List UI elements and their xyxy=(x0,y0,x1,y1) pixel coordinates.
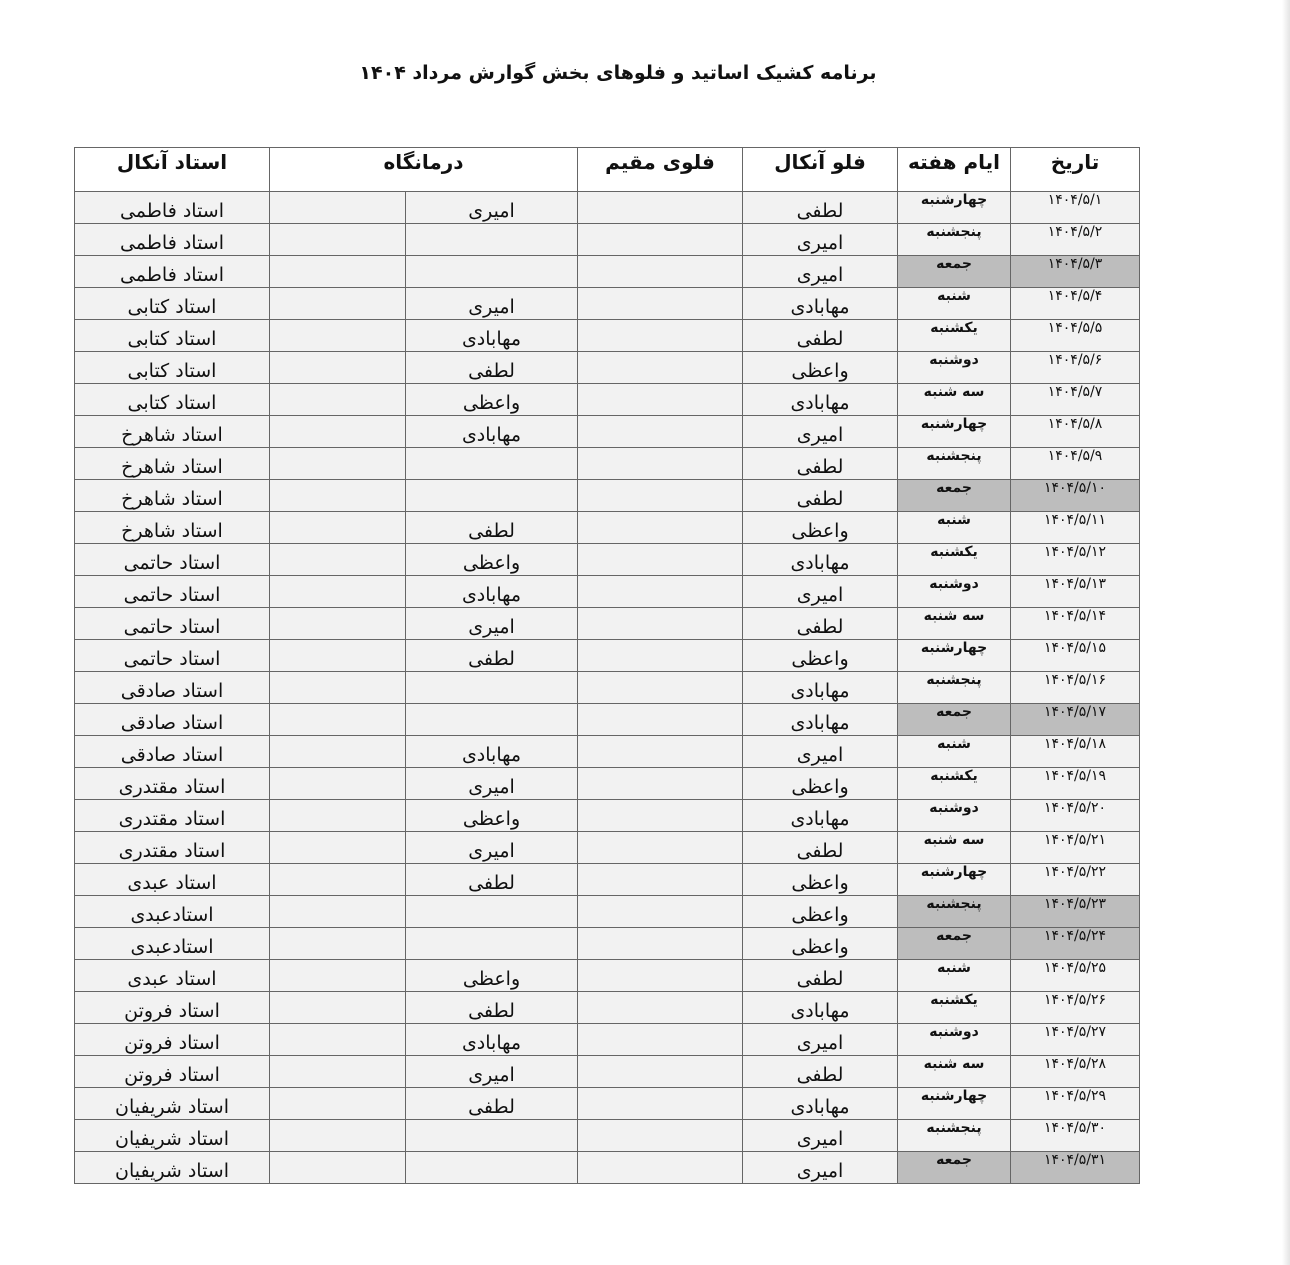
cell-oncall-fellow: امیری xyxy=(743,1024,898,1056)
cell-weekday: چهارشنبه xyxy=(898,192,1011,224)
cell-resident-fellow xyxy=(578,1024,743,1056)
cell-resident-fellow xyxy=(578,288,743,320)
cell-resident-fellow xyxy=(578,672,743,704)
table-row xyxy=(75,1152,1140,1184)
cell-clinic-extra xyxy=(270,1056,406,1088)
cell-date: ۱۴۰۴/۵/۱۵ xyxy=(1011,640,1140,672)
cell-resident-fellow xyxy=(578,416,743,448)
table-row xyxy=(75,1120,1140,1152)
cell-weekday: شنبه xyxy=(898,736,1011,768)
cell-date: ۱۴۰۴/۵/۴ xyxy=(1011,288,1140,320)
cell-clinic xyxy=(406,448,578,480)
cell-resident-fellow xyxy=(578,704,743,736)
cell-clinic-extra xyxy=(270,928,406,960)
cell-weekday: پنجشنبه xyxy=(898,448,1011,480)
cell-clinic: لطفی xyxy=(406,1088,578,1120)
cell-date: ۱۴۰۴/۵/۶ xyxy=(1011,352,1140,384)
cell-clinic-extra xyxy=(270,320,406,352)
cell-oncall-attending: استاد شاهرخ xyxy=(75,480,270,512)
table-row xyxy=(75,800,1140,832)
header-oncall-fellow: فلو آنکال xyxy=(743,148,898,192)
cell-weekday: یکشنبه xyxy=(898,768,1011,800)
cell-oncall-fellow: مهابادی xyxy=(743,704,898,736)
cell-clinic xyxy=(406,1152,578,1184)
cell-date: ۱۴۰۴/۵/۱۰ xyxy=(1011,480,1140,512)
table-row xyxy=(75,192,1140,224)
cell-oncall-fellow: امیری xyxy=(743,416,898,448)
cell-clinic-extra xyxy=(270,448,406,480)
cell-resident-fellow xyxy=(578,192,743,224)
cell-oncall-fellow: واعظی xyxy=(743,768,898,800)
cell-resident-fellow xyxy=(578,1152,743,1184)
cell-clinic: لطفی xyxy=(406,992,578,1024)
cell-oncall-fellow: مهابادی xyxy=(743,1088,898,1120)
cell-oncall-fellow: مهابادی xyxy=(743,800,898,832)
cell-clinic-extra xyxy=(270,800,406,832)
cell-clinic: مهابادی xyxy=(406,320,578,352)
cell-date: ۱۴۰۴/۵/۵ xyxy=(1011,320,1140,352)
cell-clinic-extra xyxy=(270,544,406,576)
cell-clinic-extra xyxy=(270,256,406,288)
cell-clinic-extra xyxy=(270,384,406,416)
table-row xyxy=(75,640,1140,672)
cell-oncall-attending: استاد حاتمی xyxy=(75,640,270,672)
cell-date: ۱۴۰۴/۵/۲ xyxy=(1011,224,1140,256)
cell-clinic-extra xyxy=(270,896,406,928)
cell-clinic: مهابادی xyxy=(406,576,578,608)
table-row xyxy=(75,832,1140,864)
cell-date: ۱۴۰۴/۵/۳۰ xyxy=(1011,1120,1140,1152)
table-row xyxy=(75,992,1140,1024)
cell-weekday: یکشنبه xyxy=(898,992,1011,1024)
cell-oncall-attending: استاد عبدی xyxy=(75,960,270,992)
cell-oncall-attending: استاد فاطمی xyxy=(75,192,270,224)
cell-clinic: مهابادی xyxy=(406,1024,578,1056)
cell-oncall-fellow: امیری xyxy=(743,1152,898,1184)
cell-date: ۱۴۰۴/۵/۱۴ xyxy=(1011,608,1140,640)
cell-clinic-extra xyxy=(270,1088,406,1120)
cell-oncall-fellow: لطفی xyxy=(743,320,898,352)
cell-weekday: دوشنبه xyxy=(898,576,1011,608)
cell-weekday: چهارشنبه xyxy=(898,640,1011,672)
cell-weekday: چهارشنبه xyxy=(898,864,1011,896)
cell-weekday: پنجشنبه xyxy=(898,224,1011,256)
cell-date: ۱۴۰۴/۵/۲۱ xyxy=(1011,832,1140,864)
cell-oncall-attending: استادعبدی xyxy=(75,928,270,960)
cell-clinic: امیری xyxy=(406,1056,578,1088)
cell-clinic-extra xyxy=(270,512,406,544)
table-row xyxy=(75,736,1140,768)
header-row xyxy=(75,148,1140,192)
cell-oncall-attending: استاد فروتن xyxy=(75,992,270,1024)
cell-clinic xyxy=(406,672,578,704)
cell-weekday: شنبه xyxy=(898,960,1011,992)
cell-clinic: واعظی xyxy=(406,544,578,576)
cell-oncall-fellow: واعظی xyxy=(743,512,898,544)
cell-resident-fellow xyxy=(578,352,743,384)
cell-clinic xyxy=(406,256,578,288)
cell-oncall-attending: استاد فاطمی xyxy=(75,224,270,256)
cell-clinic: واعظی xyxy=(406,384,578,416)
cell-weekday: شنبه xyxy=(898,288,1011,320)
cell-clinic: امیری xyxy=(406,192,578,224)
cell-oncall-attending: استاد مقتدری xyxy=(75,832,270,864)
cell-clinic: واعظی xyxy=(406,960,578,992)
cell-resident-fellow xyxy=(578,256,743,288)
cell-oncall-fellow: لطفی xyxy=(743,192,898,224)
cell-resident-fellow xyxy=(578,480,743,512)
cell-weekday: شنبه xyxy=(898,512,1011,544)
cell-resident-fellow xyxy=(578,1088,743,1120)
cell-oncall-fellow: لطفی xyxy=(743,448,898,480)
cell-oncall-fellow: لطفی xyxy=(743,832,898,864)
cell-clinic: لطفی xyxy=(406,352,578,384)
table-row xyxy=(75,576,1140,608)
table-row xyxy=(75,320,1140,352)
cell-oncall-fellow: امیری xyxy=(743,736,898,768)
header-resident-fellow: فلوی مقیم xyxy=(578,148,743,192)
cell-date: ۱۴۰۴/۵/۲۴ xyxy=(1011,928,1140,960)
table-row xyxy=(75,352,1140,384)
cell-clinic: مهابادی xyxy=(406,736,578,768)
cell-date: ۱۴۰۴/۵/۲۵ xyxy=(1011,960,1140,992)
cell-resident-fellow xyxy=(578,1056,743,1088)
cell-resident-fellow xyxy=(578,800,743,832)
cell-oncall-fellow: امیری xyxy=(743,576,898,608)
cell-weekday: دوشنبه xyxy=(898,1024,1011,1056)
cell-oncall-attending: استاد شاهرخ xyxy=(75,512,270,544)
cell-oncall-fellow: واعظی xyxy=(743,352,898,384)
cell-weekday: پنجشنبه xyxy=(898,896,1011,928)
cell-resident-fellow xyxy=(578,224,743,256)
cell-weekday: جمعه xyxy=(898,704,1011,736)
schedule-table xyxy=(74,147,1140,1184)
cell-resident-fellow xyxy=(578,768,743,800)
cell-resident-fellow xyxy=(578,640,743,672)
cell-resident-fellow xyxy=(578,960,743,992)
cell-clinic xyxy=(406,896,578,928)
cell-oncall-attending: استادعبدی xyxy=(75,896,270,928)
cell-clinic: امیری xyxy=(406,768,578,800)
cell-resident-fellow xyxy=(578,992,743,1024)
cell-resident-fellow xyxy=(578,896,743,928)
cell-weekday: جمعه xyxy=(898,928,1011,960)
cell-clinic-extra xyxy=(270,864,406,896)
cell-clinic: واعظی xyxy=(406,800,578,832)
cell-date: ۱۴۰۴/۵/۱۹ xyxy=(1011,768,1140,800)
cell-oncall-attending: استاد حاتمی xyxy=(75,608,270,640)
cell-weekday: پنجشنبه xyxy=(898,672,1011,704)
cell-oncall-fellow: واعظی xyxy=(743,928,898,960)
cell-clinic-extra xyxy=(270,576,406,608)
cell-oncall-fellow: لطفی xyxy=(743,608,898,640)
cell-oncall-attending: استاد مقتدری xyxy=(75,768,270,800)
cell-clinic-extra xyxy=(270,288,406,320)
cell-resident-fellow xyxy=(578,384,743,416)
cell-oncall-attending: استاد شاهرخ xyxy=(75,416,270,448)
cell-clinic xyxy=(406,224,578,256)
cell-clinic xyxy=(406,480,578,512)
cell-clinic-extra xyxy=(270,640,406,672)
cell-resident-fellow xyxy=(578,320,743,352)
cell-oncall-fellow: واعظی xyxy=(743,640,898,672)
cell-resident-fellow xyxy=(578,576,743,608)
cell-weekday: جمعه xyxy=(898,256,1011,288)
cell-clinic-extra xyxy=(270,1152,406,1184)
cell-clinic: لطفی xyxy=(406,512,578,544)
header-date: تاریخ xyxy=(1011,148,1140,192)
table-row xyxy=(75,256,1140,288)
document-title: برنامه کشیک اساتید و فلوهای بخش گوارش مرداد ۱۴۰۴ xyxy=(359,62,877,84)
header-weekday: ایام هفته xyxy=(898,148,1011,192)
cell-oncall-attending: استاد شریفیان xyxy=(75,1152,270,1184)
cell-clinic-extra xyxy=(270,992,406,1024)
table-row xyxy=(75,1088,1140,1120)
cell-clinic-extra xyxy=(270,192,406,224)
cell-date: ۱۴۰۴/۵/۱۱ xyxy=(1011,512,1140,544)
cell-resident-fellow xyxy=(578,448,743,480)
cell-oncall-attending: استاد شریفیان xyxy=(75,1088,270,1120)
cell-oncall-attending: استاد فاطمی xyxy=(75,256,270,288)
cell-resident-fellow xyxy=(578,512,743,544)
cell-clinic-extra xyxy=(270,224,406,256)
cell-oncall-fellow: مهابادی xyxy=(743,288,898,320)
cell-oncall-attending: استاد فروتن xyxy=(75,1056,270,1088)
cell-oncall-fellow: امیری xyxy=(743,1120,898,1152)
cell-oncall-attending: استاد مقتدری xyxy=(75,800,270,832)
table-row xyxy=(75,768,1140,800)
table-row xyxy=(75,448,1140,480)
cell-clinic-extra xyxy=(270,768,406,800)
page-edge-shadow xyxy=(1282,0,1290,1265)
cell-oncall-fellow: واعظی xyxy=(743,896,898,928)
cell-clinic: امیری xyxy=(406,832,578,864)
cell-clinic-extra xyxy=(270,736,406,768)
cell-date: ۱۴۰۴/۵/۱۳ xyxy=(1011,576,1140,608)
cell-date: ۱۴۰۴/۵/۲۳ xyxy=(1011,896,1140,928)
cell-weekday: سه شنبه xyxy=(898,832,1011,864)
table-row xyxy=(75,480,1140,512)
cell-resident-fellow xyxy=(578,864,743,896)
cell-weekday: دوشنبه xyxy=(898,352,1011,384)
table-row xyxy=(75,1056,1140,1088)
cell-oncall-fellow: مهابادی xyxy=(743,544,898,576)
cell-weekday: پنجشنبه xyxy=(898,1120,1011,1152)
cell-oncall-fellow: مهابادی xyxy=(743,672,898,704)
cell-date: ۱۴۰۴/۵/۲۹ xyxy=(1011,1088,1140,1120)
cell-oncall-attending: استاد حاتمی xyxy=(75,544,270,576)
cell-clinic-extra xyxy=(270,352,406,384)
cell-date: ۱۴۰۴/۵/۱۸ xyxy=(1011,736,1140,768)
cell-weekday: سه شنبه xyxy=(898,1056,1011,1088)
cell-clinic-extra xyxy=(270,960,406,992)
cell-oncall-attending: استاد فروتن xyxy=(75,1024,270,1056)
cell-weekday: دوشنبه xyxy=(898,800,1011,832)
cell-clinic: مهابادی xyxy=(406,416,578,448)
cell-resident-fellow xyxy=(578,832,743,864)
table-row xyxy=(75,512,1140,544)
cell-weekday: جمعه xyxy=(898,1152,1011,1184)
cell-oncall-attending: استاد صادقی xyxy=(75,736,270,768)
table-row xyxy=(75,224,1140,256)
cell-resident-fellow xyxy=(578,544,743,576)
cell-clinic-extra xyxy=(270,672,406,704)
cell-clinic-extra xyxy=(270,704,406,736)
cell-oncall-attending: استاد کتابی xyxy=(75,352,270,384)
cell-resident-fellow xyxy=(578,608,743,640)
cell-date: ۱۴۰۴/۵/۲۲ xyxy=(1011,864,1140,896)
cell-clinic-extra xyxy=(270,416,406,448)
cell-oncall-fellow: لطفی xyxy=(743,1056,898,1088)
cell-date: ۱۴۰۴/۵/۲۸ xyxy=(1011,1056,1140,1088)
cell-clinic xyxy=(406,704,578,736)
cell-weekday: چهارشنبه xyxy=(898,416,1011,448)
cell-clinic-extra xyxy=(270,608,406,640)
cell-resident-fellow xyxy=(578,1120,743,1152)
cell-weekday: یکشنبه xyxy=(898,544,1011,576)
cell-date: ۱۴۰۴/۵/۲۷ xyxy=(1011,1024,1140,1056)
header-clinic: درمانگاه xyxy=(270,148,578,192)
cell-oncall-attending: استاد شریفیان xyxy=(75,1120,270,1152)
cell-weekday: چهارشنبه xyxy=(898,1088,1011,1120)
cell-clinic-extra xyxy=(270,480,406,512)
cell-clinic: امیری xyxy=(406,288,578,320)
cell-oncall-fellow: واعظی xyxy=(743,864,898,896)
cell-oncall-attending: استاد کتابی xyxy=(75,288,270,320)
cell-oncall-attending: استاد کتابی xyxy=(75,384,270,416)
table-row xyxy=(75,672,1140,704)
cell-date: ۱۴۰۴/۵/۸ xyxy=(1011,416,1140,448)
table-row xyxy=(75,608,1140,640)
table-row xyxy=(75,1024,1140,1056)
cell-date: ۱۴۰۴/۵/۹ xyxy=(1011,448,1140,480)
table-row xyxy=(75,864,1140,896)
cell-clinic-extra xyxy=(270,1120,406,1152)
cell-oncall-attending: استاد صادقی xyxy=(75,672,270,704)
cell-resident-fellow xyxy=(578,928,743,960)
cell-clinic: لطفی xyxy=(406,640,578,672)
cell-oncall-fellow: مهابادی xyxy=(743,992,898,1024)
table-row xyxy=(75,288,1140,320)
table-row xyxy=(75,416,1140,448)
cell-weekday: سه شنبه xyxy=(898,384,1011,416)
cell-oncall-fellow: مهابادی xyxy=(743,384,898,416)
cell-weekday: جمعه xyxy=(898,480,1011,512)
table-header xyxy=(75,148,1140,192)
cell-date: ۱۴۰۴/۵/۷ xyxy=(1011,384,1140,416)
cell-oncall-attending: استاد شاهرخ xyxy=(75,448,270,480)
cell-date: ۱۴۰۴/۵/۲۶ xyxy=(1011,992,1140,1024)
cell-clinic: لطفی xyxy=(406,864,578,896)
cell-date: ۱۴۰۴/۵/۳۱ xyxy=(1011,1152,1140,1184)
cell-oncall-attending: استاد حاتمی xyxy=(75,576,270,608)
cell-oncall-fellow: لطفی xyxy=(743,480,898,512)
cell-clinic xyxy=(406,1120,578,1152)
cell-date: ۱۴۰۴/۵/۱ xyxy=(1011,192,1140,224)
cell-weekday: سه شنبه xyxy=(898,608,1011,640)
cell-clinic xyxy=(406,928,578,960)
cell-weekday: یکشنبه xyxy=(898,320,1011,352)
cell-date: ۱۴۰۴/۵/۲۰ xyxy=(1011,800,1140,832)
cell-resident-fellow xyxy=(578,736,743,768)
table-row xyxy=(75,896,1140,928)
cell-oncall-attending: استاد عبدی xyxy=(75,864,270,896)
cell-date: ۱۴۰۴/۵/۱۶ xyxy=(1011,672,1140,704)
cell-oncall-fellow: امیری xyxy=(743,224,898,256)
cell-clinic-extra xyxy=(270,1024,406,1056)
cell-oncall-fellow: لطفی xyxy=(743,960,898,992)
cell-date: ۱۴۰۴/۵/۱۷ xyxy=(1011,704,1140,736)
table-row xyxy=(75,544,1140,576)
cell-oncall-fellow: امیری xyxy=(743,256,898,288)
table-body xyxy=(75,192,1140,1184)
table-row xyxy=(75,960,1140,992)
table-row xyxy=(75,704,1140,736)
table-row xyxy=(75,384,1140,416)
cell-clinic-extra xyxy=(270,832,406,864)
cell-oncall-attending: استاد کتابی xyxy=(75,320,270,352)
cell-date: ۱۴۰۴/۵/۱۲ xyxy=(1011,544,1140,576)
table-row xyxy=(75,928,1140,960)
header-oncall-attending: استاد آنکال xyxy=(75,148,270,192)
cell-date: ۱۴۰۴/۵/۳ xyxy=(1011,256,1140,288)
cell-clinic: امیری xyxy=(406,608,578,640)
cell-oncall-attending: استاد صادقی xyxy=(75,704,270,736)
